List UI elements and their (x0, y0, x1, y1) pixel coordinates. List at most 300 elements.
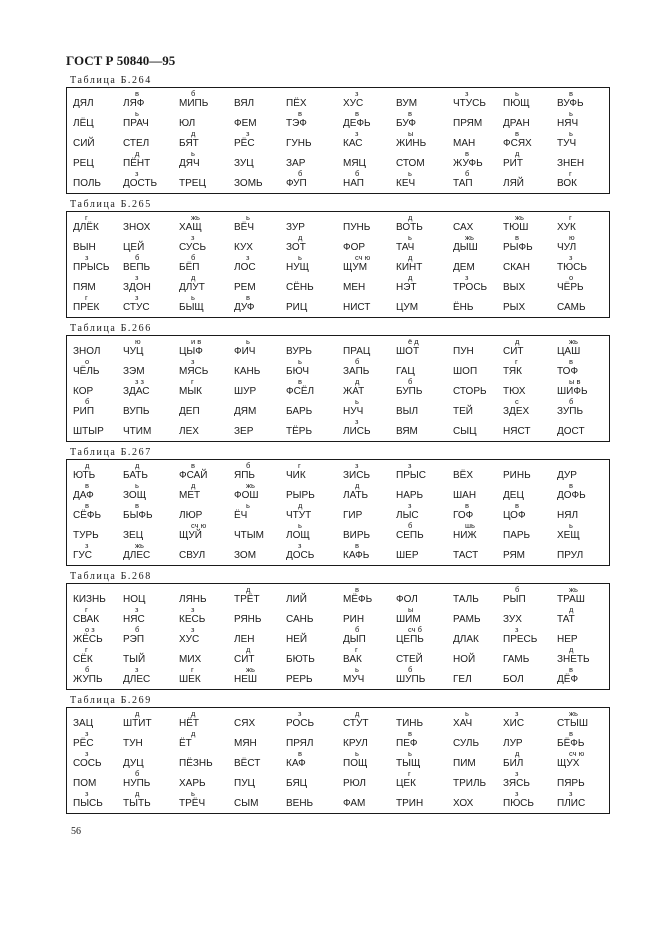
phoneme-mark: в (408, 729, 412, 738)
word-cell: СЫЦ (453, 426, 477, 437)
phoneme-mark: з (246, 253, 250, 262)
word-cell: ПЯРЬ (557, 778, 585, 789)
phoneme-mark: з (85, 253, 89, 262)
phoneme-mark: в (465, 501, 469, 510)
phoneme-mark: д (515, 149, 520, 158)
word-cell: ЧТИМ (123, 426, 152, 437)
word-cell: ДЛЁК (73, 222, 99, 233)
phoneme-mark: г (515, 357, 518, 366)
word-cell: ЩУХ (557, 758, 580, 769)
word-cell: ДЛУТ (179, 282, 205, 293)
word-cell: ТОФ (557, 366, 579, 377)
phoneme-mark: з (408, 461, 412, 470)
phoneme-mark: з (191, 357, 195, 366)
word-cell: ГАЦ (396, 366, 415, 377)
word-cell: ТУРЬ (73, 530, 99, 541)
phoneme-mark: в (515, 129, 519, 138)
word-cell: ДЫШ (453, 242, 478, 253)
word-cell: РАМЬ (453, 614, 481, 625)
word-cell: ЦЫФ (179, 346, 203, 357)
word-cell: НОЦ (123, 594, 146, 605)
table-caption: Таблица Б.269 (70, 695, 152, 706)
word-cell: ЧТУСЬ (453, 98, 486, 109)
word-cell: ВЕПЬ (123, 262, 151, 273)
word-cell: ЧЁРЬ (557, 282, 584, 293)
word-cell: ЮЛ (179, 118, 196, 129)
phoneme-mark: ь (465, 709, 469, 718)
word-cell: НЯЛ (557, 510, 579, 521)
phoneme-mark: з (191, 625, 195, 634)
word-cell: ДЯЧ (179, 158, 200, 169)
word-cell: ПРЕК (73, 302, 100, 313)
phoneme-mark: жь (246, 665, 255, 674)
word-cell: ЗЭМ (123, 366, 145, 377)
word-cell: СТЕЛ (123, 138, 150, 149)
phoneme-mark: жь (191, 213, 200, 222)
phoneme-mark: г (85, 293, 88, 302)
phoneme-mark: б (515, 585, 520, 594)
word-cell: ЗИСЬ (343, 470, 371, 481)
phoneme-mark: д (515, 749, 520, 758)
phoneme-mark: ы в (569, 377, 581, 386)
phoneme-mark: ь (569, 129, 573, 138)
phoneme-mark: д (408, 253, 413, 262)
table-row (67, 665, 609, 694)
table-row (67, 109, 609, 138)
phoneme-mark: о з (85, 625, 95, 634)
phoneme-mark: жь (246, 481, 255, 490)
phoneme-mark: в (191, 461, 195, 470)
word-cell: КАС (343, 138, 363, 149)
word-cell: ЗНЕН (557, 158, 585, 169)
word-cell: ВЁЧ (234, 222, 255, 233)
word-cell: СТУС (123, 302, 150, 313)
phoneme-mark: д (246, 645, 251, 654)
word-cell: ПОЛЬ (73, 178, 101, 189)
word-cell: ТЮХ (503, 386, 526, 397)
phoneme-mark: з (246, 129, 250, 138)
word-cell: ЛИЙ (286, 594, 307, 605)
phoneme-mark: б (135, 253, 140, 262)
word-cell: ГИР (343, 510, 363, 521)
phoneme-mark: д (569, 645, 574, 654)
word-cell: ТАЛЬ (453, 594, 479, 605)
phoneme-mark: в (85, 501, 89, 510)
phoneme-mark: з (465, 89, 469, 98)
table-row (67, 337, 609, 366)
word-cell: МИХ (179, 654, 202, 665)
word-cell: ЯПЬ (234, 470, 255, 481)
table-row (67, 645, 609, 674)
phoneme-mark: д (135, 789, 140, 798)
word-cell: ШЕК (179, 674, 201, 685)
word-cell: ВЁХ (453, 470, 474, 481)
phoneme-mark: д (515, 337, 520, 346)
word-cell: РЕМ (234, 282, 256, 293)
word-cell: ЗДЕХ (503, 406, 530, 417)
word-cell: БОЛ (503, 674, 524, 685)
table-row (67, 749, 609, 778)
word-cell: НУЩ (286, 262, 309, 273)
word-cell: ЧУЛ (557, 242, 577, 253)
word-cell: ЗНОЛ (73, 346, 101, 357)
phoneme-mark: ь (298, 521, 302, 530)
word-cell: СЯХ (234, 718, 256, 729)
word-cell: ШАН (453, 490, 477, 501)
phoneme-mark: ё д (408, 337, 419, 346)
word-cell: ЗАПЬ (343, 366, 370, 377)
word-cell: ЧТУТ (286, 510, 312, 521)
phoneme-mark: б (408, 665, 413, 674)
word-cell: ЦЕПЬ (396, 634, 424, 645)
word-cell: РЁС (234, 138, 255, 149)
table-row (67, 769, 609, 798)
word-cell: ЦЕЙ (123, 242, 145, 253)
phoneme-mark: г (569, 169, 572, 178)
word-cell: ТАСТ (453, 550, 479, 561)
phoneme-mark: д (191, 129, 196, 138)
word-cell: СЕПЬ (396, 530, 424, 541)
word-cell: ЖУПЬ (73, 674, 103, 685)
word-cell: СЁНЬ (286, 282, 314, 293)
phoneme-mark: з (408, 501, 412, 510)
phoneme-mark: ь (569, 109, 573, 118)
word-cell: ДОСТ (557, 426, 585, 437)
word-cell: ЗУР (286, 222, 305, 233)
phoneme-mark: д (191, 481, 196, 490)
word-cell: ПЕФ (396, 738, 418, 749)
word-cell: СЁФЬ (73, 510, 102, 521)
word-cell: БАРЬ (286, 406, 313, 417)
word-cell: БАТЬ (123, 470, 148, 481)
word-cell: КАФ (286, 758, 306, 769)
word-table (66, 583, 610, 690)
word-cell: БУФ (396, 118, 416, 129)
word-cell: ЛЯНЬ (179, 594, 207, 605)
word-cell: ТРЁЧ (179, 798, 206, 809)
word-cell: ШОТ (396, 346, 420, 357)
word-cell: БЯТ (179, 138, 199, 149)
word-cell: ПАРЬ (503, 530, 531, 541)
word-cell: ХИС (503, 718, 525, 729)
phoneme-mark: ь (191, 149, 195, 158)
table-row (67, 129, 609, 158)
word-cell: ГУС (73, 550, 92, 561)
word-cell: ЁЧ (234, 510, 248, 521)
phoneme-mark: з (569, 789, 573, 798)
phoneme-mark: о (85, 357, 90, 366)
phoneme-mark: б (355, 625, 360, 634)
word-cell: ЧТЫМ (234, 530, 264, 541)
word-cell: РИЦ (286, 302, 308, 313)
phoneme-mark: б (85, 665, 90, 674)
word-cell: ЛЯФ (123, 98, 145, 109)
table-row (67, 89, 609, 118)
word-cell: ПЁХ (286, 98, 307, 109)
phoneme-mark: ь (135, 109, 139, 118)
word-cell: БЫЩ (179, 302, 204, 313)
phoneme-mark: б (355, 357, 360, 366)
word-cell: МЕТ (179, 490, 201, 501)
phoneme-mark: б (191, 253, 196, 262)
word-cell: СЁК (73, 654, 93, 665)
word-cell: РЕРЬ (286, 674, 313, 685)
word-cell: ЗУХ (503, 614, 522, 625)
word-cell: НУПЬ (123, 778, 151, 789)
word-cell: ДУР (557, 470, 577, 481)
table-row (67, 521, 609, 550)
phoneme-mark: с (515, 397, 519, 406)
word-cell: ФСЯХ (503, 138, 532, 149)
word-cell: ХАРЬ (179, 778, 206, 789)
word-cell: ТУЧ (557, 138, 577, 149)
word-cell: ТАЧ (396, 242, 415, 253)
word-cell: ЖИНЬ (396, 138, 427, 149)
word-cell: МЫК (179, 386, 203, 397)
word-cell: РОСЬ (286, 718, 315, 729)
phoneme-mark: в (298, 377, 302, 386)
phoneme-mark: з (85, 729, 89, 738)
word-cell: ЗДОН (123, 282, 151, 293)
phoneme-mark: з (465, 273, 469, 282)
word-cell: ПРУЛ (557, 550, 584, 561)
table-caption: Таблица Б.264 (70, 75, 152, 86)
word-cell: КАФЬ (343, 550, 370, 561)
word-cell: ЮТЬ (73, 470, 96, 481)
word-cell: ЖЁСЬ (73, 634, 103, 645)
table-row (67, 233, 609, 262)
word-cell: ВУПЬ (123, 406, 150, 417)
phoneme-mark: б (246, 461, 251, 470)
word-cell: ЧИК (286, 470, 306, 481)
phoneme-mark: г (569, 213, 572, 222)
word-cell: ДЁФ (557, 674, 579, 685)
word-cell: ТРАШ (557, 594, 585, 605)
word-cell: ТЕЙ (453, 406, 473, 417)
phoneme-mark: в (465, 149, 469, 158)
word-cell: ХУС (179, 634, 200, 645)
word-cell: ХАЩ (179, 222, 202, 233)
word-cell: ЦАШ (557, 346, 581, 357)
word-cell: ФОР (343, 242, 366, 253)
phoneme-mark: б (135, 769, 140, 778)
word-cell: ТРЁТ (234, 594, 260, 605)
table-caption: Таблица Б.265 (70, 199, 152, 210)
word-cell: ДОСТЬ (123, 178, 158, 189)
phoneme-mark: д (408, 273, 413, 282)
phoneme-mark: з (515, 709, 519, 718)
phoneme-mark: з (135, 273, 139, 282)
word-cell: НОЙ (453, 654, 476, 665)
word-cell: ДРАН (503, 118, 530, 129)
word-cell: ШОП (453, 366, 478, 377)
word-cell: ЛЁЦ (73, 118, 94, 129)
word-cell: ПУЦ (234, 778, 255, 789)
word-cell: БЮЧ (286, 366, 309, 377)
word-cell: ДЛАК (453, 634, 479, 645)
phoneme-mark: в (246, 293, 250, 302)
word-cell: ФУП (286, 178, 307, 189)
word-cell: НИСТ (343, 302, 371, 313)
word-cell: РИН (343, 614, 365, 625)
phoneme-mark: в (135, 501, 139, 510)
word-cell: ПРЫСЬ (73, 262, 110, 273)
word-cell: РЕЦ (73, 158, 94, 169)
phoneme-mark: ь (246, 213, 250, 222)
table-row (67, 357, 609, 386)
phoneme-mark: жь (465, 233, 474, 242)
phoneme-mark: з (515, 625, 519, 634)
word-cell: ТЭФ (286, 118, 307, 129)
phoneme-mark: з (135, 665, 139, 674)
word-cell: ТРИЛЬ (453, 778, 487, 789)
word-cell: ГЕЛ (453, 674, 472, 685)
word-cell: ШЕР (396, 550, 419, 561)
word-cell: ЗУЦ (234, 158, 254, 169)
word-table (66, 87, 610, 194)
phoneme-mark: в (569, 89, 573, 98)
word-cell: ЖУФЬ (453, 158, 483, 169)
word-cell: ПЛИС (557, 798, 586, 809)
phoneme-mark: г (85, 645, 88, 654)
word-cell: ФОЛ (396, 594, 418, 605)
table-row (67, 377, 609, 406)
word-cell: ВОТЬ (396, 222, 423, 233)
word-cell: ФИЧ (234, 346, 256, 357)
phoneme-mark: ю (135, 337, 141, 346)
phoneme-mark: д (569, 605, 574, 614)
word-cell: ШУР (234, 386, 257, 397)
phoneme-mark: ь (569, 521, 573, 530)
phoneme-mark: д (408, 213, 413, 222)
phoneme-mark: сч б (408, 625, 422, 634)
word-cell: ВЁСТ (234, 758, 261, 769)
table-row (67, 213, 609, 242)
word-cell: ДОСЬ (286, 550, 315, 561)
word-cell: ЗУПЬ (557, 406, 584, 417)
word-cell: САНЬ (286, 614, 314, 625)
word-cell: РЫП (503, 594, 526, 605)
word-cell: НЯЧ (557, 118, 579, 129)
word-cell: РИП (73, 406, 95, 417)
phoneme-mark: з (298, 541, 302, 550)
phoneme-mark: в (298, 109, 302, 118)
phoneme-mark: д (298, 501, 303, 510)
phoneme-mark: жь (135, 541, 144, 550)
word-cell: ФАМ (343, 798, 366, 809)
phoneme-mark: ь (408, 749, 412, 758)
phoneme-mark: в (408, 109, 412, 118)
phoneme-mark: ь (298, 253, 302, 262)
word-cell: ВУФЬ (557, 98, 584, 109)
word-cell: БЁП (179, 262, 200, 273)
phoneme-mark: з (355, 89, 359, 98)
table-row (67, 605, 609, 634)
word-cell: СЫМ (234, 798, 259, 809)
phoneme-mark: г (355, 645, 358, 654)
word-cell: ПРЯЛ (286, 738, 314, 749)
phoneme-mark: б (408, 521, 413, 530)
phoneme-mark: ы (408, 605, 414, 614)
phoneme-mark: жь (569, 709, 578, 718)
word-cell: КЕЧ (396, 178, 416, 189)
word-cell: ЛЯЙ (503, 178, 524, 189)
word-cell: ХАЧ (453, 718, 473, 729)
word-cell: РЯНЬ (234, 614, 262, 625)
phoneme-mark: в (135, 89, 139, 98)
phoneme-mark: д (191, 273, 196, 282)
word-cell: ЖАТ (343, 386, 365, 397)
phoneme-mark: б (135, 625, 140, 634)
word-cell: ТЯК (503, 366, 522, 377)
word-cell: ЗАЦ (73, 718, 94, 729)
word-cell: ЛЕН (234, 634, 255, 645)
word-cell: КУХ (234, 242, 253, 253)
word-cell: ВАК (343, 654, 362, 665)
word-cell: ВЯМ (396, 426, 418, 437)
word-cell: ТЁРЬ (286, 426, 313, 437)
phoneme-mark: д (135, 709, 140, 718)
phoneme-mark: б (355, 169, 360, 178)
table-row (67, 149, 609, 178)
word-cell: ЦОФ (503, 510, 526, 521)
word-cell: НЕШ (234, 674, 258, 685)
word-cell: ХЕЩ (557, 530, 580, 541)
word-cell: ЗЯСЬ (503, 778, 530, 789)
word-cell: ПЁЗНЬ (179, 758, 213, 769)
word-table (66, 335, 610, 442)
word-cell: ГОФ (453, 510, 474, 521)
table-row (67, 541, 609, 570)
word-cell: ТЮШ (503, 222, 529, 233)
word-cell: ЛАТЬ (343, 490, 369, 501)
word-cell: ФСАЙ (179, 470, 208, 481)
word-table (66, 459, 610, 566)
word-cell: КЕСЬ (179, 614, 206, 625)
word-cell: ПРАЧ (123, 118, 149, 129)
phoneme-mark: з (191, 233, 195, 242)
phoneme-mark: д (135, 149, 140, 158)
word-cell: ДУФ (234, 302, 255, 313)
word-cell: ЧЁЛЬ (73, 366, 100, 377)
word-cell: ПЮСЬ (503, 798, 534, 809)
phoneme-mark: г (298, 461, 301, 470)
word-cell: НУЧ (343, 406, 364, 417)
phoneme-mark: д (355, 377, 360, 386)
word-cell: ТУН (123, 738, 143, 749)
word-cell: ЦЕК (396, 778, 416, 789)
phoneme-mark: д (191, 709, 196, 718)
word-cell: ЩУЙ (179, 530, 202, 541)
word-cell: СУСЬ (179, 242, 207, 253)
word-cell: СТОМ (396, 158, 425, 169)
word-cell: ЧУЦ (123, 346, 144, 357)
phoneme-mark: ь (355, 665, 359, 674)
word-cell: ФЕМ (234, 118, 257, 129)
phoneme-mark: жь (569, 585, 578, 594)
word-cell: РЫХ (503, 302, 526, 313)
word-cell: НАРЬ (396, 490, 424, 501)
word-cell: МУЧ (343, 674, 365, 685)
word-cell: ТРОСЬ (453, 282, 488, 293)
phoneme-mark: сч ю (191, 521, 207, 530)
word-cell: ТЮСЬ (557, 262, 587, 273)
word-cell: ШТИТ (123, 718, 152, 729)
word-cell: ЩУМ (343, 262, 368, 273)
phoneme-mark: сч ю (355, 253, 371, 262)
word-cell: РЫФЬ (503, 242, 533, 253)
word-cell: ФСЁЛ (286, 386, 315, 397)
